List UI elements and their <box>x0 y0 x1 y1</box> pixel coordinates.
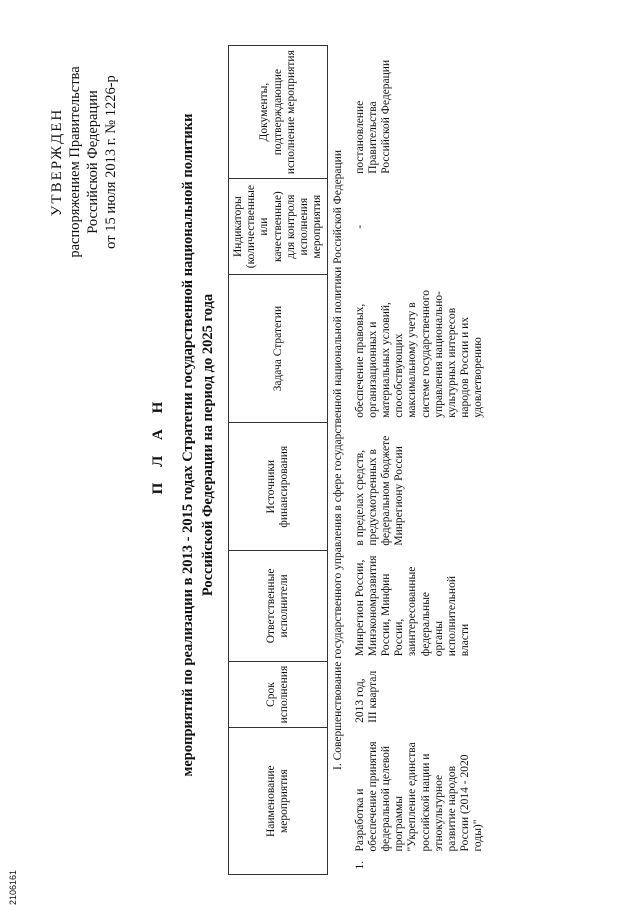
table-header-row <box>229 46 328 875</box>
row-number: 1. <box>353 860 366 870</box>
cell-documents: постановление Правительства Российской Федерации <box>353 59 393 174</box>
approval-block <box>48 17 120 307</box>
section-row <box>328 46 350 875</box>
header-indicators: Индикаторы (количественные или качественные) для контроля исполнения мероприятия <box>229 179 328 275</box>
header-term: Срок исполнения <box>229 661 328 728</box>
approval-heading: УТВЕРЖДЕН <box>49 107 65 217</box>
approval-date-number: от 15 июля 2013 г. № 1226-р <box>103 75 119 249</box>
title-line: мероприятий по реализации в 2013 - 2015 годах Стратегии государственной национальной политики <box>180 113 196 777</box>
cell-financing: в пределах средств, предусмотренных в федеральном бюджете Минрегиону России <box>353 435 406 546</box>
plan-heading: П Л А Н <box>150 395 166 495</box>
approval-line: Российской Федерации <box>85 90 101 234</box>
plan-table <box>228 45 490 875</box>
cell-executors: Минрегион России, Минэкономразвития России, Минфин России, заинтересованные федеральные органы исполнительной власти <box>353 555 472 657</box>
section-title: I. Совершенствование государственного управления в сфере государственной национальной политики Российской Федерации <box>332 150 345 771</box>
cell-name <box>350 728 490 875</box>
document-stamp: 2106161 <box>8 869 18 905</box>
header-documents: Документы, подтверждающие исполнение мероприятия <box>229 46 328 179</box>
document-title <box>148 45 218 845</box>
header-name: Наименование мероприятия <box>229 728 328 875</box>
title-line: Российской Федерации на период до 2025 года <box>200 293 216 597</box>
approval-line: распоряжением Правительства <box>67 66 83 258</box>
header-financing: Источники финансирования <box>229 423 328 551</box>
cell-term: 2013 год, III квартал <box>353 670 379 723</box>
header-task: Задача Стратегии <box>229 275 328 423</box>
table-row <box>350 46 490 875</box>
row-name: Разработка и обеспечение принятия федеральной целевой программы "Укрепление единства российской нации и этнокультурное развитие народов России (2014 - 2020 годы)" <box>353 741 485 852</box>
cell-indicators: - <box>353 224 366 229</box>
cell-task: обеспечение правовых, организационных и материальных условий, способствующих максимальному учету в системе государственного управления национально-культурных интересов народов России и их удовлетворению <box>353 290 485 418</box>
header-executors: Ответственные исполнители <box>229 551 328 662</box>
